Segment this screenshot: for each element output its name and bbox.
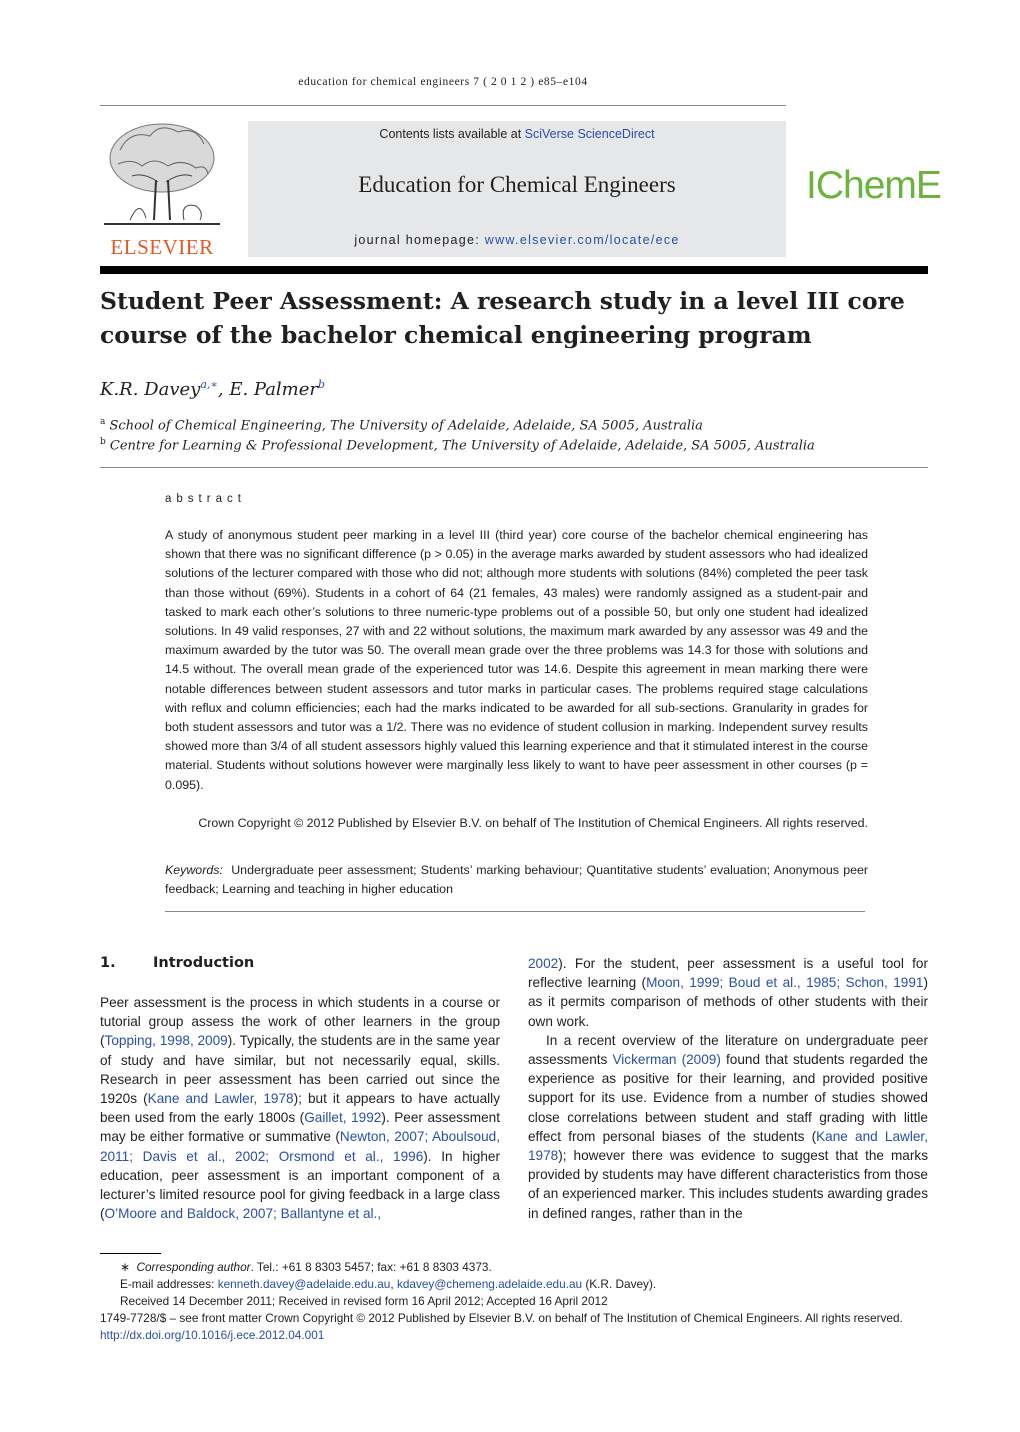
running-header: education for chemical engineers 7 ( 2 0 1 2 ) e85–e104 <box>298 76 588 88</box>
affiliation-divider <box>100 467 928 468</box>
received-dates: Received 14 December 2011; Received in revised form 16 April 2012; Accepted 16 April 2012 <box>120 1294 608 1308</box>
body-text: ). For the student, peer assessment is a useful tool for reflective learning ( <box>528 956 928 991</box>
email-separator: , <box>390 1277 397 1291</box>
section-title: Introduction <box>153 955 255 971</box>
corresponding-label: Corresponding author <box>136 1260 251 1274</box>
body-text: ); but it appears to have actually been used from the early 1800s ( <box>100 1091 500 1126</box>
author-affiliation-mark[interactable]: a,∗ <box>200 378 218 391</box>
affiliation-mark: b <box>100 437 106 447</box>
corresponding-author-note <box>100 1259 928 1276</box>
doi-link[interactable]: http://dx.doi.org/10.1016/j.ece.2012.04.001 <box>100 1328 325 1342</box>
citation-link[interactable]: Topping, 1998, 2009 <box>104 1033 228 1049</box>
keywords-text: Undergraduate peer assessment; Students’ marking behaviour; Quantitative students’ evaluation; Anonymous peer feedback; Learning and teaching in higher education <box>165 863 868 897</box>
title-line-2: course of the bachelor chemical engineering program <box>100 321 812 349</box>
footnote-divider <box>100 1253 161 1254</box>
affiliation-text: Centre for Learning & Professional Development, The University of Adelaide, Adelaide, SA 5005, Australia <box>109 438 815 454</box>
author-name[interactable]: E. Palmer <box>229 379 319 400</box>
affiliation <box>100 437 815 453</box>
masthead-rule <box>100 266 928 274</box>
journal-homepage <box>248 233 786 247</box>
icheme-logo[interactable]: IChemE <box>806 164 941 207</box>
email-link[interactable]: kdavey@chemeng.adelaide.edu.au <box>396 1277 583 1291</box>
section-number: 1. <box>100 955 116 971</box>
body-text: ); however there was evidence to suggest that the marks provided by students may have different characteristics from those of an experienced marker. This includes students awarding grades in defined ranges, rather than in the <box>528 1148 928 1221</box>
body-text: found that students regarded the experience as positive for their learning, and provided positive support for its use. Evidence from a number of studies showed close correlations between student and staff grading with little effect from personal biases of the students ( <box>528 1052 928 1144</box>
keywords <box>165 861 868 899</box>
citation-link[interactable]: 2002 <box>528 956 559 971</box>
abstract-divider <box>165 911 865 912</box>
citation-link[interactable]: Kane and Lawler, 1978 <box>147 1091 294 1107</box>
affiliation-mark: a <box>100 417 106 427</box>
journal-name: Education for Chemical Engineers <box>358 172 676 197</box>
contact-numbers: . Tel.: +61 8 8303 5457; fax: +61 8 8303 4373. <box>250 1260 492 1274</box>
sciencedirect-link[interactable]: SciVerse ScienceDirect <box>524 127 655 141</box>
elsevier-wordmark: ELSEVIER <box>110 235 214 259</box>
keywords-label: Keywords: <box>165 863 223 877</box>
section-heading <box>100 955 254 971</box>
author-separator: , <box>217 379 230 400</box>
elsevier-tree-icon <box>100 120 224 232</box>
issn-copyright: 1749-7728/$ – see front matter Crown Copyright © 2012 Published by Elsevier B.V. on behalf of The Institution of Chemical Engineers. All rights reserved. <box>100 1311 903 1325</box>
homepage-prefix: journal homepage: <box>354 233 485 247</box>
footnotes <box>100 1259 928 1344</box>
affiliation <box>100 417 703 433</box>
email-label: E-mail addresses: <box>120 1277 218 1291</box>
contents-prefix: Contents lists available at <box>379 127 525 141</box>
affiliation-text: School of Chemical Engineering, The University of Adelaide, Adelaide, SA 5005, Australia <box>109 418 703 434</box>
citation-link[interactable]: Newton, 2007; Aboulsoud, 2011; Davis et al., 2002; Orsmond et al., 1996 <box>100 1129 500 1164</box>
paragraph <box>528 954 928 1031</box>
body-text: ) as it permits comparison of methods of other students with their own work. <box>528 975 928 1029</box>
body-text: Peer assessment is the process in which students in a course or tutorial group assess the work of other learners in the group ( <box>100 995 500 1049</box>
contents-line <box>248 127 786 141</box>
footnote-mark: ∗ <box>120 1260 130 1274</box>
article-title <box>100 284 928 352</box>
header-divider <box>100 105 786 106</box>
email-note <box>100 1276 928 1293</box>
citation-link[interactable]: Vickerman (2009) <box>612 1052 721 1068</box>
citation-link[interactable]: Moon, 1999; Boud et al., 1985; Schon, 1991 <box>646 975 924 991</box>
author-name[interactable]: K.R. Davey <box>100 379 201 400</box>
body-text: ). In higher education, peer assessment is an important component of a lecturer’s limited resource pool for giving feedback in a large class ( <box>100 1148 500 1222</box>
body-column-left <box>100 993 500 1223</box>
body-text: ). Typically, the students are in the same year of study and have similar, but not necessarily equal, skills. Research in peer assessment has been carried out since the 1920s ( <box>100 1033 501 1107</box>
email-link[interactable]: kenneth.davey@adelaide.edu.au <box>217 1277 391 1291</box>
abstract-copyright: Crown Copyright © 2012 Published by Elsevier B.V. on behalf of The Institution of Chemical Engineers. All rights reserved. <box>198 816 868 830</box>
citation-link[interactable]: Gaillet, 1992 <box>304 1110 382 1126</box>
elsevier-logo[interactable] <box>100 120 224 259</box>
paragraph <box>100 993 500 1223</box>
title-line-1: Student Peer Assessment: A research study in a level III core <box>100 287 905 315</box>
author-affiliation-mark[interactable]: b <box>318 378 326 391</box>
author-list <box>100 378 325 400</box>
body-text: In a recent overview of the literature on undergraduate peer assessments <box>528 1032 928 1068</box>
citation-link[interactable]: O’Moore and Baldock, 2007; Ballantyne et al., <box>104 1206 382 1222</box>
homepage-link[interactable]: www.elsevier.com/locate/ece <box>484 233 680 247</box>
citation-link[interactable]: Kane and Lawler, 1978 <box>528 1128 928 1164</box>
body-column-right <box>528 954 928 1223</box>
abstract-heading: abstract <box>165 493 246 505</box>
email-owner: (K.R. Davey). <box>582 1277 657 1291</box>
paragraph <box>528 1031 928 1223</box>
body-text: ). Peer assessment may be either formative or summative ( <box>100 1110 500 1145</box>
abstract-body: A study of anonymous student peer marking in a level III (third year) core course of the bachelor chemical engineering has shown that there was no significant difference (p > 0.05) in the average marks awarded by student assessors who had idealized solutions of the lecturer compared with those who did not; although more students with solutions (84%) completed the peer task than those without (69%). Students in a cohort of 64 (21 females, 43 males) were randomly assigned as a student-pair and tasked to mark each other’s solutions to three numeric-type problems out of a possible 50, but only one student had idealized solutions. In 49 valid responses, 27 with and 22 without solutions, the maximum mark awarded by any assessor was 49 and the maximum awarded by the tutor was 50. The overall mean grade over the three problems was 14.3 for those with solutions and 14.5 without. The overall mean grade of the experienced tutor was 14.6. Despite this agreement in mean marking there were notable differences between student assessors and tutor marks in particular cases. The problems required stage calculations with reflux and column efficiencies; each had the marks indicated to be awarded for all sub-sections. Granularity in grades for both student assessors and tutor was a 1/2. There was no evidence of student collusion in marking. Independent survey results showed more than 3/4 of all student assessors highly valued this learning experience and that it stimulated interest in the course material. Students without solutions however were marginally less likely to want to have peer assessment in other courses (p = 0.095). <box>165 528 868 792</box>
